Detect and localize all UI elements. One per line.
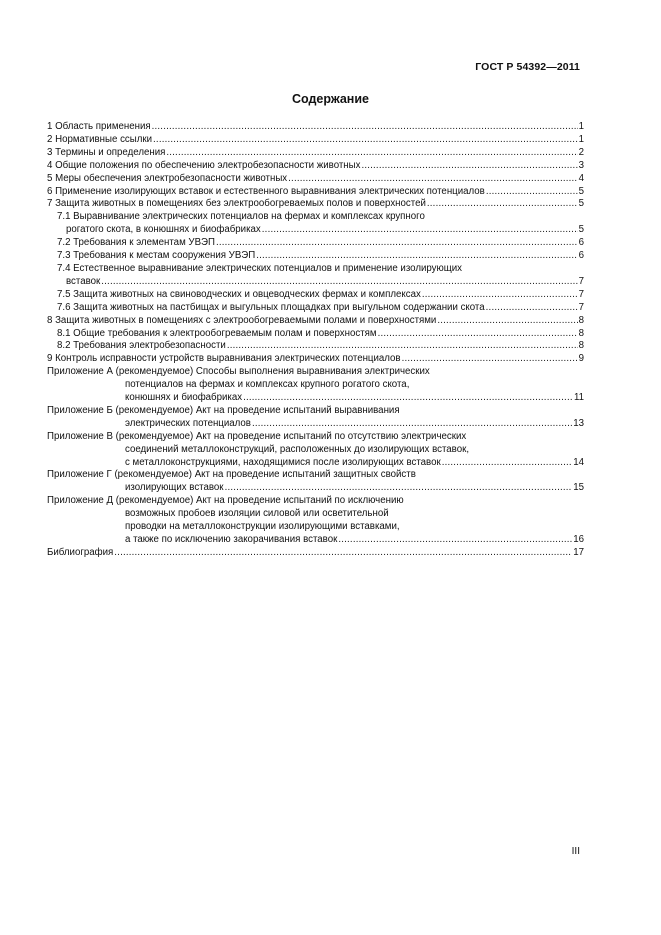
toc-page-number: 1: [578, 121, 584, 132]
toc-appendix-d[interactable]: [47, 495, 584, 547]
toc-item-text-cont: соединений металлоконструкций, расположенных до изолирующих вставок,: [125, 443, 470, 455]
table-of-contents: [47, 121, 584, 560]
leader-dots: [486, 302, 578, 315]
leader-dots: [252, 418, 572, 431]
toc-item-text-cont: возможных пробоев изоляции силовой или осветительной: [125, 508, 389, 520]
leader-dots: [225, 482, 573, 495]
toc-page-number: 6: [578, 237, 584, 249]
toc-item-text: Приложение Б (рекомендуемое) Акт на проведение испытаний выравнивания: [47, 404, 400, 416]
toc-page-number: 5: [578, 198, 584, 210]
toc-page-number: 5: [578, 185, 584, 197]
toc-item-text: 9 Контроль исправности устройств выравнивания электрических потенциалов: [47, 353, 401, 365]
toc-page-number: 16: [573, 534, 584, 545]
leader-dots: [114, 547, 572, 560]
leader-dots: [227, 340, 578, 353]
toc-item-text: 7 Защита животных в помещениях без электрообогреваемых полов и поверхностей: [47, 198, 426, 210]
toc-item-text: 7.1 Выравнивание электрических потенциалов на фермах и комплексах крупного: [57, 211, 425, 223]
toc-item-7-4[interactable]: [47, 263, 584, 289]
toc-item-2[interactable]: [47, 134, 584, 147]
leader-dots: [437, 315, 577, 328]
toc-page-number: 1: [578, 133, 584, 145]
toc-page-number: 5: [578, 224, 584, 236]
toc-page-number: 2: [578, 146, 584, 158]
toc-page-number: 14: [573, 456, 584, 468]
leader-dots: [256, 250, 577, 263]
toc-page-number: 8: [578, 314, 584, 326]
toc-item-text: Приложение А (рекомендуемое) Способы выполнения выравнивания электрических: [47, 366, 430, 378]
leader-dots: [378, 328, 578, 341]
toc-item-text: 4 Общие положения по обеспечению электробезопасности животных: [47, 159, 361, 171]
toc-item-8-2[interactable]: [47, 340, 584, 353]
toc-item-8[interactable]: [47, 315, 584, 328]
leader-dots: [101, 276, 577, 289]
toc-appendix-g[interactable]: [47, 469, 584, 495]
toc-page-number: 8: [578, 327, 584, 339]
toc-item-9[interactable]: [47, 353, 584, 366]
leader-dots: [288, 173, 577, 186]
toc-page-number: 7: [578, 275, 584, 287]
leader-dots: [153, 134, 578, 147]
toc-item-text: 1 Область применения: [47, 121, 151, 132]
leader-dots: [422, 289, 578, 302]
toc-page-number: 3: [578, 159, 584, 171]
leader-dots: [427, 198, 578, 211]
page-number: III: [571, 846, 580, 857]
toc-appendix-a[interactable]: [47, 366, 584, 405]
toc-page-number: 11: [573, 392, 584, 404]
toc-item-text-cont: рогатого скота, в конюшнях и биофабриках: [66, 224, 261, 236]
standard-number: ГОСТ Р 54392—2011: [475, 61, 580, 73]
toc-page-number: 6: [578, 250, 584, 262]
toc-item-text: 7.6 Защита животных на пастбищах и выгульных площадках при выгульном содержании скота: [57, 301, 485, 313]
toc-item-text-cont: электрических потенциалов: [125, 417, 251, 429]
toc-item-5[interactable]: [47, 173, 584, 186]
toc-item-text-cont: конюшнях и биофабриках: [125, 392, 243, 404]
toc-item-text: Приложение Д (рекомендуемое) Акт на проведение испытаний по исключению: [47, 495, 404, 507]
leader-dots: [243, 392, 573, 405]
toc-item-text: 7.5 Защита животных на свиноводческих и овцеводческих фермах и комплексах: [57, 288, 421, 300]
toc-item-text: 7.2 Требования к элементам УВЭП: [57, 237, 215, 249]
toc-item-text: Приложение Г (рекомендуемое) Акт на проведение испытаний защитных свойств: [47, 469, 416, 481]
leader-dots: [361, 160, 577, 173]
leader-dots: [262, 224, 578, 237]
toc-item-6[interactable]: [47, 186, 584, 199]
leader-dots: [166, 147, 577, 160]
toc-appendix-b[interactable]: [47, 405, 584, 431]
toc-item-1[interactable]: [47, 121, 584, 134]
toc-item-text: 3 Термины и определения: [47, 146, 166, 158]
toc-item-text: 5 Меры обеспечения электробезопасности животных: [47, 172, 288, 184]
toc-item-3[interactable]: [47, 147, 584, 160]
leader-dots: [442, 457, 573, 470]
toc-page-number: 15: [573, 482, 584, 494]
toc-item-text: 6 Применение изолирующих вставок и естественного выравнивания электрических потенциалов: [47, 185, 485, 197]
toc-item-7[interactable]: [47, 198, 584, 211]
toc-item-text: 2 Нормативные ссылки: [47, 133, 153, 145]
toc-item-text-cont: изолирующих вставок: [125, 482, 224, 494]
toc-page-number: 8: [578, 340, 584, 352]
toc-page-number: 4: [578, 172, 584, 184]
toc-page-number: 9: [578, 353, 584, 365]
toc-page-number: 7: [578, 301, 584, 313]
toc-item-text: Приложение В (рекомендуемое) Акт на проведение испытаний по отсутствию электрических: [47, 430, 467, 442]
toc-item-4[interactable]: [47, 160, 584, 173]
toc-item-8-1[interactable]: [47, 328, 584, 341]
toc-item-text-cont: вставок: [66, 275, 101, 287]
leader-dots: [216, 237, 578, 250]
toc-item-text: 7.3 Требования к местам сооружения УВЭП: [57, 250, 256, 262]
toc-page-number: 13: [573, 417, 584, 429]
toc-item-text: 8 Защита животных в помещениях с электрообогреваемыми полами и поверхностями: [47, 314, 437, 326]
leader-dots: [152, 121, 578, 134]
toc-item-7-5[interactable]: [47, 289, 584, 302]
toc-item-text: 7.4 Естественное выравнивание электрических потенциалов и применение изолирующих: [57, 262, 463, 274]
toc-item-7-3[interactable]: [47, 250, 584, 263]
leader-dots: [338, 534, 572, 547]
toc-item-text-cont: потенциалов на фермах и комплексах крупного рогатого скота,: [125, 379, 410, 391]
leader-dots: [486, 186, 578, 199]
toc-item-7-1[interactable]: [47, 211, 584, 237]
toc-item-7-2[interactable]: [47, 237, 584, 250]
toc-item-text: 8.1 Общие требования к электрообогреваемым полам и поверхностям: [57, 327, 377, 339]
toc-item-text-cont: проводки на металлоконструкции изолирующими вставками,: [125, 521, 400, 533]
toc-item-text-cont: с металлоконструкциями, находящимися после изолирующих вставок: [125, 456, 441, 468]
toc-item-text: Библиография: [47, 546, 114, 558]
toc-page-number: 7: [578, 288, 584, 300]
toc-item-7-6[interactable]: [47, 302, 584, 315]
toc-page-number: 17: [573, 546, 584, 558]
leader-dots: [402, 353, 578, 366]
toc-bibliography[interactable]: [47, 547, 584, 560]
toc-appendix-v[interactable]: [47, 431, 584, 470]
page-title: Содержание: [291, 92, 369, 106]
toc-item-text: 8.2 Требования электробезопасности: [57, 340, 226, 352]
toc-item-text-cont: а также по исключению закорачивания вставок: [125, 534, 338, 545]
